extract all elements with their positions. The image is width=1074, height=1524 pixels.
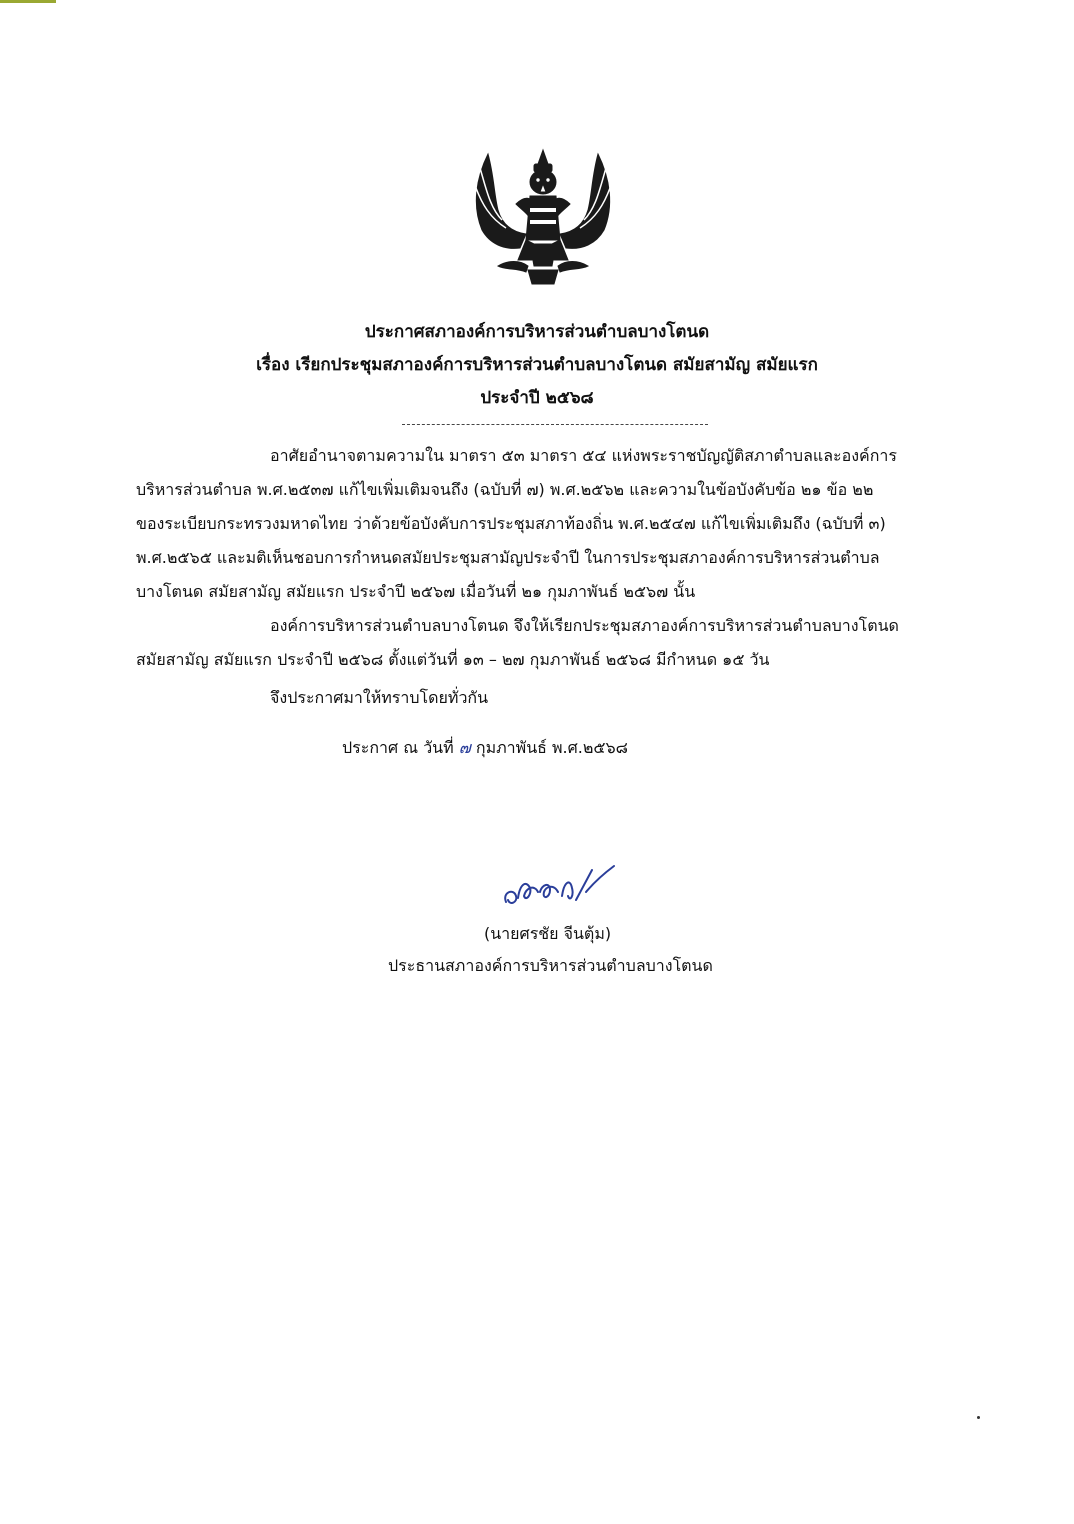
paragraph-1-line-5: บางโตนด สมัยสามัญ สมัยแรก ประจำปี ๒๕๖๗ เมื่อวันที่ ๒๑ กุมภาพันธ์ ๒๕๖๗ นั้น — [136, 582, 696, 601]
date-suffix: กุมภาพันธ์ พ.ศ.๒๕๖๘ — [475, 738, 629, 757]
paragraph-2-line-1: องค์การบริหารส่วนตำบลบางโตนด จึงให้เรียกประชุมสภาองค์การบริหารส่วนตำบลบางโตนด — [270, 616, 899, 635]
announcement-year: ประจำปี ๒๕๖๘ — [480, 388, 594, 408]
scan-speck — [977, 1416, 980, 1419]
announcement-title: ประกาศสภาองค์การบริหารส่วนตำบลบางโตนด — [364, 322, 710, 342]
paragraph-2-line-2: สมัยสามัญ สมัยแรก ประจำปี ๒๕๖๘ ตั้งแต่วันที่ ๑๓ – ๒๗ กุมภาพันธ์ ๒๕๖๘ มีกำหนด ๑๕ วัน — [136, 650, 770, 669]
paragraph-1-line-1: อาศัยอำนาจตามความใน มาตรา ๕๓ มาตรา ๕๔ แห่งพระราชบัญญัติสภาตำบลและองค์การ — [270, 446, 897, 465]
date-prefix: ประกาศ ณ วันที่ — [342, 738, 454, 757]
date-day-handwritten: ๗ — [458, 738, 471, 757]
date-line — [342, 736, 628, 761]
paragraph-1-line-3: ของระเบียบกระทรวงมหาดไทย ว่าด้วยข้อบังคับการประชุมสภาท้องถิ่น พ.ศ.๒๕๔๗ แก้ไขเพิ่มเติมถึง (ฉบับที่ ๓) — [136, 514, 886, 533]
announcement-statement: จึงประกาศมาให้ทราบโดยทั่วกัน — [270, 688, 489, 707]
announcement-subject: เรื่อง เรียกประชุมสภาองค์การบริหารส่วนตำบลบางโตนด สมัยสามัญ สมัยแรก — [256, 355, 818, 375]
garuda-emblem-icon — [468, 148, 618, 286]
handwritten-signature-icon — [500, 862, 620, 910]
paragraph-1-line-2: บริหารส่วนตำบล พ.ศ.๒๕๓๗ แก้ไขเพิ่มเติมจนถึง (ฉบับที่ ๗) พ.ศ.๒๕๖๒ และความในข้อบังคับข้อ ๒๑ ข้อ ๒๒ — [136, 480, 874, 499]
scan-edge-mark — [0, 0, 56, 3]
signer-name: (นายศรชัย จีนตุ้ม) — [484, 924, 612, 943]
header-separator — [402, 424, 708, 425]
paragraph-1-line-4: พ.ศ.๒๕๖๕ และมติเห็นชอบการกำหนดสมัยประชุมสามัญประจำปี ในการประชุมสภาองค์การบริหารส่วนตำบล — [136, 548, 880, 567]
signer-position: ประธานสภาองค์การบริหารส่วนตำบลบางโตนด — [388, 956, 713, 975]
